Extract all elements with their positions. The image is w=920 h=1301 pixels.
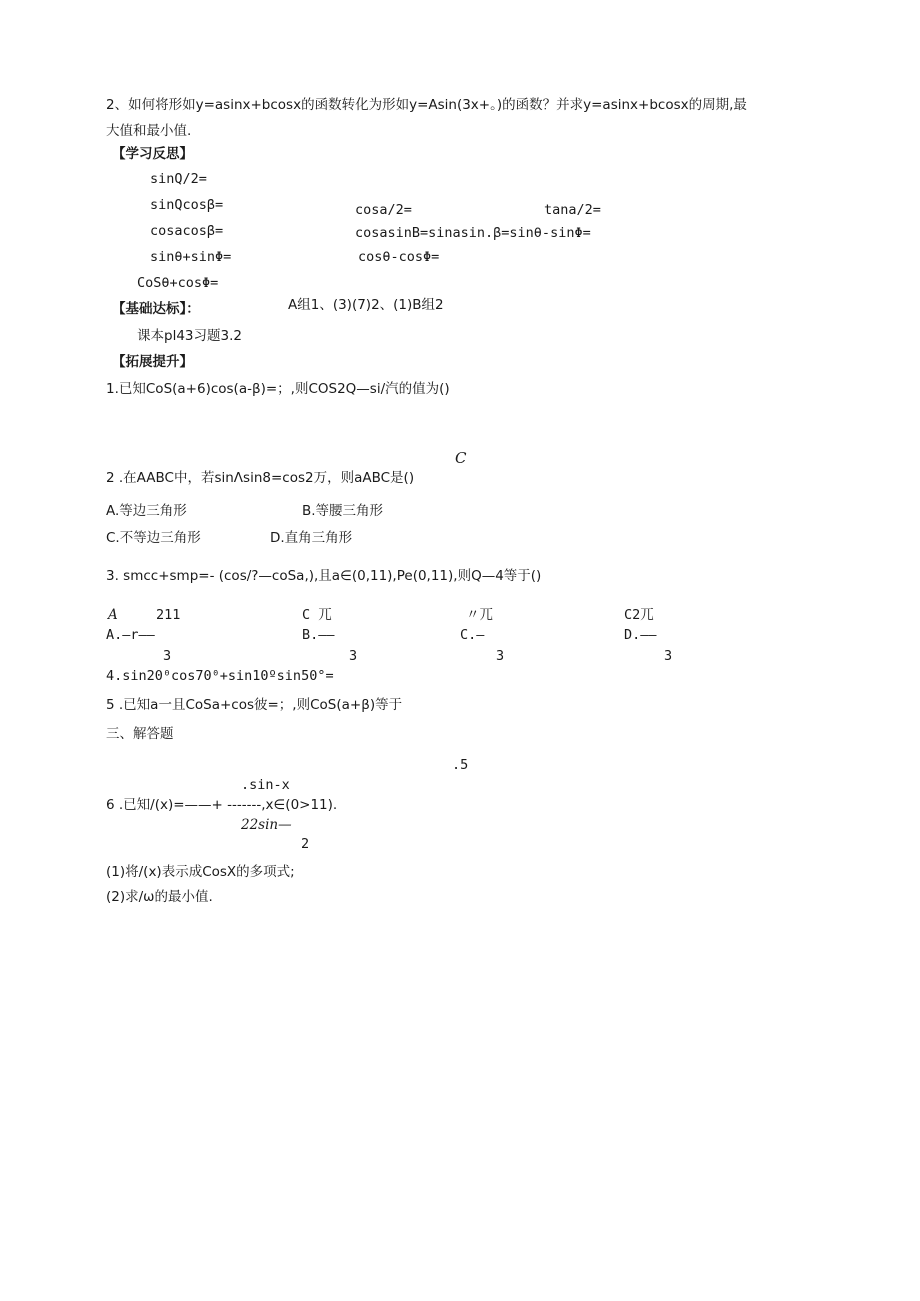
q3-option-a: A.—r—— bbox=[106, 627, 155, 643]
q3-option-b-denominator: 3 bbox=[349, 648, 358, 664]
q2-option-a: A.等边三角形 bbox=[106, 503, 187, 519]
q6-part-1: (1)将/(x)表示成CosX的多项式; bbox=[106, 864, 295, 880]
q3-option-a-top-letter: A bbox=[108, 607, 118, 623]
extension-question-6: 6 .已知/(x)=——+ -------,x∈(0>11). bbox=[106, 797, 338, 813]
formula-cos-sin-product: cosasinB=sinasin.β=sinθ-sinΦ= bbox=[355, 225, 591, 241]
q6-denominator-two: 2 bbox=[301, 836, 310, 852]
extension-question-4: 4.sin20⁰cos70⁰+sin10ºsin50°= bbox=[106, 668, 334, 684]
question-2-line-2: 大值和最小值. bbox=[106, 123, 192, 139]
q2-option-d: D.直角三角形 bbox=[270, 530, 353, 546]
q3-option-d: D.—— bbox=[624, 627, 657, 643]
q6-part-2: (2)求/ω的最小值. bbox=[106, 889, 213, 905]
formula-sin-cos-product: sinQcosβ= bbox=[150, 197, 224, 213]
q3-option-c-denominator: 3 bbox=[496, 648, 505, 664]
q3-option-a-numerator: 211 bbox=[156, 607, 181, 623]
extension-question-5: 5 .已知a一且CoSa+cos彼=；,则CoS(a+β)等于 bbox=[106, 697, 403, 713]
formula-tan-half: tana/2= bbox=[544, 202, 601, 218]
q6-top-mark: .5 bbox=[452, 757, 469, 773]
q2-option-b: B.等腰三角形 bbox=[302, 503, 384, 519]
formula-cos-difference: cosθ-cosΦ= bbox=[358, 249, 440, 265]
section-3-header: 三、解答题 bbox=[106, 726, 174, 742]
q3-option-c-numerator: 〃兀 bbox=[466, 607, 493, 623]
q2-option-c: C.不等边三角形 bbox=[106, 530, 201, 546]
formula-cos-sum: CoSθ+cosΦ= bbox=[137, 275, 219, 291]
q6-numerator: .sin-x bbox=[241, 777, 290, 793]
extension-question-3: 3. smcc+smp=- (cos/?—coSa,),且a∈(0,11),Pe(0,11),则Q—4等于() bbox=[106, 568, 542, 584]
q6-denominator: 22sin— bbox=[241, 817, 292, 833]
formula-sin-half: sinQ/2= bbox=[150, 171, 207, 187]
question-2-line-1: 2、如何将形如y=asinx+bcosx的函数转化为形如y=Asin(3x+。)的函数？并求y=asinx+bcosx的周期,最 bbox=[106, 97, 747, 113]
formula-sin-sum: sinθ+sinΦ= bbox=[150, 249, 232, 265]
extension-question-2: 2 .在AABC中，若sinΛsin8=cos2万，则aABC是() bbox=[106, 470, 415, 486]
q3-option-b: B.—— bbox=[302, 627, 335, 643]
question-1-mark: C bbox=[455, 449, 467, 467]
textbook-exercise: 课本pl43习题3.2 bbox=[137, 328, 242, 344]
formula-cos-cos-product: cosacosβ= bbox=[150, 223, 224, 239]
extension-question-1: 1.已知CoS(a+6)cos(a-β)=；,则COS2Q—si/汽的值为() bbox=[106, 381, 450, 397]
q3-option-d-denominator: 3 bbox=[664, 648, 673, 664]
formula-cos-half: cosa/2= bbox=[355, 202, 412, 218]
q3-option-c: C.— bbox=[460, 627, 485, 643]
q3-option-b-numerator: C 兀 bbox=[302, 607, 332, 623]
reflection-header: 【学习反思】 bbox=[112, 146, 193, 162]
basic-header: 【基础达标】： bbox=[112, 301, 200, 317]
q3-option-a-denominator: 3 bbox=[163, 648, 172, 664]
basic-exercise-groups: A组1、(3)(7)2、(1)B组2 bbox=[288, 297, 444, 313]
q3-option-d-numerator: C2兀 bbox=[624, 607, 654, 623]
extension-header: 【拓展提升】 bbox=[112, 354, 193, 370]
